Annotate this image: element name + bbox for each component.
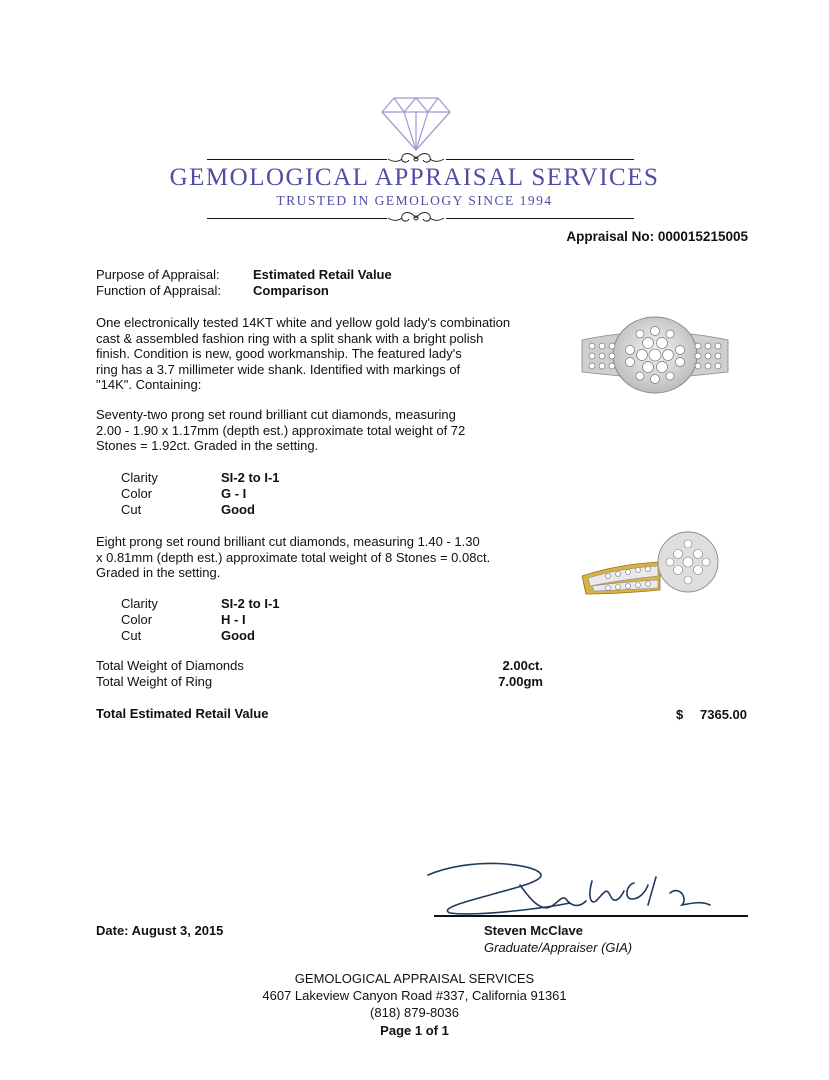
appraisal-date: Date: August 3, 2015 [96, 923, 224, 938]
purpose-label: Purpose of Appraisal: [96, 267, 220, 282]
stones2-color-label: Color [121, 612, 153, 627]
total-ring-value: 7.00gm [498, 674, 543, 689]
purpose-value: Estimated Retail Value [253, 267, 392, 282]
function-label: Function of Appraisal: [96, 283, 222, 298]
appraiser-title: Graduate/Appraiser (GIA) [484, 940, 633, 955]
ring-top-view-image [580, 310, 730, 400]
stones1-clarity-value: SI-2 to I-1 [221, 470, 280, 485]
footer-company: GEMOLOGICAL APPRAISAL SERVICES [294, 971, 535, 986]
total-diamonds-label: Total Weight of Diamonds [96, 658, 244, 673]
stones2-clarity-value: SI-2 to I-1 [221, 596, 280, 611]
stones1-cut-label: Cut [121, 502, 142, 517]
item-description: One electronically tested 14KT white and yellow gold lady's combination cast & assembled fashion ring with a split shank with a bright polish finish. Condition is new, good workmanship. The featured lady's ring has a 3.7 millimeter wide shank. Identified with markings of "14K". Containing: [96, 315, 511, 392]
stones2-description: Eight prong set round brilliant cut diamonds, measuring 1.40 - 1.30 x 0.81mm (depth est.) approximate total weight of 8 Stones = 0.08ct. Graded in the setting. [96, 534, 491, 580]
header-rule-bottom [207, 218, 387, 219]
function-value: Comparison [253, 283, 329, 298]
stones1-description: Seventy-two prong set round brilliant cut diamonds, measuring 2.00 - 1.90 x 1.17mm (depth est.) approximate total weight of 72 Stones = 1.92ct. Graded in the setting. [96, 407, 466, 453]
stones2-cut-value: Good [221, 628, 255, 643]
company-name: GEMOLOGICAL APPRAISAL SERVICES [169, 164, 660, 191]
header-rule-top [207, 159, 387, 160]
stones2-cut-label: Cut [121, 628, 142, 643]
ring-side-view-image [578, 528, 728, 608]
stones1-color-value: G - I [221, 486, 247, 501]
stones1-clarity-label: Clarity [121, 470, 158, 485]
company-tagline: TRUSTED IN GEMOLOGY SINCE 1994 [276, 193, 553, 208]
diamond-logo-icon [380, 96, 452, 152]
currency-symbol: $ [676, 707, 684, 722]
stones1-cut-value: Good [221, 502, 255, 517]
total-diamonds-value: 2.00ct. [502, 658, 543, 673]
header-rule-bottom-right [446, 218, 634, 219]
total-ring-label: Total Weight of Ring [96, 674, 213, 689]
total-retail-label: Total Estimated Retail Value [96, 706, 269, 721]
stones1-color-label: Color [121, 486, 153, 501]
footer-phone: (818) 879-8036 [370, 1005, 459, 1020]
total-retail-value: 7365.00 [700, 707, 747, 722]
page-number: Page 1 of 1 [380, 1023, 449, 1038]
stones2-color-value: H - I [221, 612, 246, 627]
signature-line [434, 915, 748, 917]
appraisal-number: Appraisal No: 000015215005 [566, 229, 748, 244]
stones2-clarity-label: Clarity [121, 596, 158, 611]
header-rule-top-right [446, 159, 634, 160]
ornament-bottom-icon [386, 209, 446, 227]
footer-address: 4607 Lakeview Canyon Road #337, California 91361 [262, 988, 567, 1003]
appraiser-name: Steven McClave [484, 923, 583, 938]
